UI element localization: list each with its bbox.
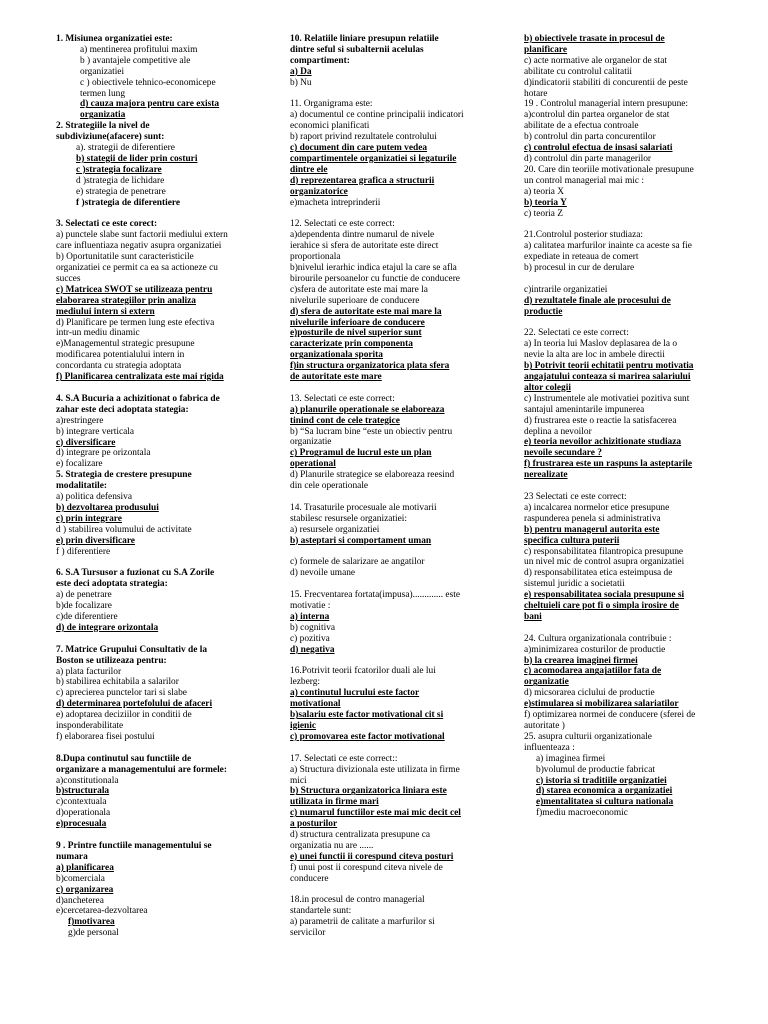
answer-line-correct: organizationala sporita [290, 350, 383, 361]
answer-line-correct: d) negativa [290, 644, 335, 655]
line-gap [56, 743, 268, 754]
text-line: insponderabilitate [56, 721, 124, 732]
text-line: 15. Frecventarea fortata(impusa)............. este [290, 590, 460, 601]
line-gap [290, 885, 502, 896]
answer-line-correct: e)mentalitatea si cultura nationala [536, 797, 674, 808]
text-line: c)de diferentiere [56, 611, 118, 622]
answer-line-correct: b) Potrivit teorii echitatii pentru motivatia [524, 361, 694, 372]
answer-line-correct: nivelurile inferioare de conducere [290, 317, 425, 328]
text-line: e) strategia de penetrare [76, 186, 166, 197]
answer-line-correct: igienic [290, 720, 317, 731]
text-line: 20. Care din teoriile motivationale presupune [524, 164, 694, 175]
answer-line-correct: e)posturile de nivel superior sunt [290, 328, 422, 339]
text-line: a) Structura divizionala este utilizata in firme [290, 764, 460, 775]
answer-line-correct: a) Da [290, 66, 312, 77]
text-line: 7. Matrice Grupului Consultativ de la [56, 644, 208, 655]
text-line: organizatia nu are ...... [290, 840, 374, 851]
answer-line-correct: b) pentru managerul autorita este [524, 524, 660, 535]
text-line: d) Planurile strategice se elaboreaza reesind [290, 470, 455, 481]
answer-line-correct: nerealizate [524, 470, 568, 481]
line-gap [290, 656, 502, 667]
text-line: succes [56, 273, 81, 284]
answer-line-correct: d) starea economica a organizatiei [536, 786, 673, 797]
answer-line-correct: c) prin integrare [56, 513, 122, 524]
line-gap [56, 557, 268, 568]
answer-line-correct: motivational [290, 699, 341, 710]
text-line: c)intrarile organizatiei [524, 284, 608, 295]
answer-line-correct: c )strategia focalizare [76, 164, 162, 175]
line-gap [56, 634, 268, 645]
text-line: b ) avantajele competitive ale [80, 55, 191, 66]
text-line: e)cercetarea-dezvoltarea [56, 906, 148, 917]
answer-line-correct: e) unei functii ii corespund citeva posturi [290, 851, 454, 862]
text-line: conducere [290, 873, 329, 884]
text-line: c) formele de salarizare ae angatilor [290, 557, 425, 568]
text-line: c) aprecierea punctelor tari si slabe [56, 688, 187, 699]
text-line: nivelurile superioare de conducere [290, 295, 420, 306]
text-line: d) structura centralizata presupune ca [290, 830, 431, 841]
answer-line-correct: caracterizate prin componenta [290, 339, 413, 350]
answer-line-correct: utilizata in firme mari [290, 797, 379, 808]
answer-line-correct: b) la crearea imaginei firmei [524, 655, 638, 666]
line-gap [524, 318, 724, 329]
text-line: mici [290, 775, 307, 786]
text-line: f) unui post ii corespund citeva nivele de [290, 862, 443, 873]
answer-line-correct: c) Matricea SWOT se utilizeaza pentru [56, 284, 213, 295]
text-line: d) integrare pe orizontala [56, 448, 151, 459]
line-gap [290, 579, 502, 590]
text-line: e) focalizare [56, 459, 103, 470]
text-line: autoritate ) [524, 721, 565, 732]
text-line: Boston se utilizeaza pentru: [56, 655, 167, 666]
text-line: d ) stabilirea volumului de activitate [56, 524, 192, 535]
text-column-right [524, 34, 724, 819]
text-line: b)nivelul ierarhic indica etajul la care se afla [290, 263, 457, 273]
text-line: 16.Potrivit teorii fcatorilor duali ale lui [290, 666, 436, 677]
text-line: 11. Organigrama este: [290, 99, 373, 110]
text-line: influenteaza : [524, 742, 575, 753]
answer-line-correct: dintre ele [290, 164, 328, 175]
text-line: b) controlul din parta concurentilor [524, 132, 656, 143]
text-line: ierahice si sfera de autoritate este direct [290, 241, 439, 252]
answer-line-correct: operational [290, 459, 336, 470]
text-line: lezberg: [290, 677, 321, 688]
text-line: d) Planificare pe termen lung este efectiva [56, 317, 215, 328]
answer-line-correct: b) dezvoltarea produsului [56, 502, 159, 513]
answer-line-correct: altor colegii [524, 382, 571, 393]
text-line: f) optimizarea normei de conducere (sferei de [524, 710, 696, 721]
text-line: 2. Strategiile la nivel de [56, 121, 150, 132]
text-line: abilitate de a efectua controale [524, 121, 639, 132]
answer-line-correct: mediului intern si extern [56, 306, 155, 317]
text-line: sistemul juridic a societatii [524, 579, 625, 590]
text-line: d) nevoile umane [290, 568, 356, 579]
text-line: din cele operationale [290, 481, 369, 492]
text-line: organizatiei [80, 66, 125, 77]
text-line: care influentiaza negativ asupra organizatiei [56, 241, 222, 252]
answer-line-correct: nevoile secundare ? [524, 448, 602, 459]
line-gap [290, 547, 502, 558]
answer-line-correct: c) diversificare [56, 437, 116, 448]
answer-line-correct: d) determinarea portefolului de afaceri [56, 699, 213, 710]
text-line: f)mediu macroeconomic [536, 808, 628, 819]
answer-line-correct: c) numarul functiilor este mai mic decit cel [290, 808, 461, 819]
text-column-left [56, 34, 268, 939]
text-line: c ) obiectivele tehnico-economicepe [80, 77, 216, 88]
answer-line-correct: f) frustrarea este un raspuns la asteptarile [524, 459, 693, 470]
text-line: a) imaginea firmei [536, 753, 606, 764]
line-gap [56, 209, 268, 220]
answer-line-correct: c) organizarea [56, 884, 114, 895]
text-line: b) cognitiva [290, 622, 336, 633]
text-line: compartiment: [290, 55, 350, 66]
text-line: c) responsabilitatea filantropica presupune [524, 546, 684, 557]
answer-line-correct: a posturilor [290, 819, 338, 830]
text-line: subdiviziune(afacere) sunt: [56, 132, 165, 143]
text-line: b)comerciala [56, 873, 105, 884]
text-line: 14. Trasaturile procesuale ale motivarii [290, 502, 437, 513]
text-line: deplina a nevoilor [524, 426, 592, 437]
answer-line-correct: a) interna [290, 611, 330, 622]
line-gap [524, 623, 724, 634]
answer-line-correct: planificare [524, 44, 568, 55]
answer-line-correct: d) de integrare orizontala [56, 622, 159, 633]
text-line: b) Oportunitatile sunt caracteristicile [56, 252, 194, 263]
answer-line-correct: e) teoria nevoilor achizitionate studiaza [524, 437, 682, 448]
text-line: f )strategia de diferentiere [76, 197, 181, 208]
answer-line-correct: de autoritate este mare [290, 372, 382, 383]
answer-line-correct: c) Programul de lucrul este un plan [290, 448, 432, 459]
answer-line-correct: organizatorice [290, 186, 348, 197]
text-line: c) Instrumentele ale motivatiei pozitiva sunt [524, 393, 690, 404]
text-line: a) mentinerea profitului maxim [80, 44, 198, 55]
text-line: b) integrare verticala [56, 426, 135, 437]
text-line: abilitate cu controlul calitatii [524, 66, 633, 77]
answer-line-correct: c) promovarea este factor motivational [290, 731, 445, 742]
text-line: 19 . Controlul managerial intern presupune: [524, 99, 689, 110]
text-line: a)dependenta dintre numarul de nivele [290, 230, 435, 241]
text-line: concordanta cu strategia adoptata [56, 361, 182, 372]
text-line: dintre seful si subalternii acelulas [290, 44, 424, 55]
text-line: un control managerial mai mic : [524, 175, 645, 186]
text-line: 1. Misiunea organizatiei este: [56, 34, 173, 44]
text-line: a) parametrii de calitate a marfurilor si [290, 917, 435, 928]
text-line: d) micsorarea ciclului de productie [524, 688, 655, 699]
line-gap [524, 219, 724, 230]
answer-line-correct: e) prin diversificare [56, 535, 135, 546]
text-line: a) de penetrare [56, 590, 112, 601]
text-line: motivatie : [290, 601, 331, 612]
line-gap [290, 383, 502, 394]
text-line: zahar este deci adoptata stategia: [56, 404, 189, 415]
text-line: b) procesul in cur de derulare [524, 263, 635, 274]
answer-line-correct: b) stategii de lider prin costuri [76, 153, 198, 164]
text-line: c)contextuala [56, 797, 107, 808]
answer-line-correct: productie [524, 306, 563, 317]
text-line: b) raport privind rezultatele controlului [290, 132, 437, 143]
text-line: a)restringere [56, 415, 104, 426]
line-gap [56, 830, 268, 841]
answer-line-correct: c) document din care putem vedea [290, 143, 428, 154]
answer-line-correct: b) Structura organizatorica liniara este [290, 786, 447, 797]
text-line: economici planificati [290, 121, 370, 132]
text-line: stabilesc resursele organizatiei: [290, 513, 407, 524]
answer-line-correct: compartimentele organizatiei si legaturile [290, 153, 457, 164]
answer-line-correct: elaborarea strategiilor prin analiza [56, 295, 196, 306]
answer-line-correct: f)in structura organizatorica plata sfera [290, 361, 450, 372]
text-column-middle [290, 34, 502, 939]
answer-line-correct: f) Planificarea centralizata este mai rigida [56, 372, 224, 383]
answer-line-correct: a) planificarea [56, 862, 114, 873]
text-line: santajul amenintarile impunerea [524, 404, 645, 415]
text-line: a)constitutionala [56, 775, 119, 786]
answer-line-correct: c) controlul efectua de insasi salariati [524, 143, 673, 154]
answer-line-correct: b) obiectivele trasate in procesul de [524, 34, 665, 44]
text-line: expediate in reteaua de comert [524, 252, 639, 263]
line-gap [524, 274, 724, 285]
text-line: g)de personal [68, 928, 119, 939]
text-line: b) stabilirea echitabila a salarilor [56, 677, 179, 688]
text-line: a). strategii de diferentiere [76, 143, 175, 154]
text-line: 8.Dupa continutul sau functiile de [56, 753, 192, 764]
text-line: 10. Relatiile liniare presupun relatiile [290, 34, 439, 44]
text-line: organizare a managementului are formele: [56, 764, 227, 775]
line-gap [290, 89, 502, 100]
text-line: b)volumul de productie fabricat [536, 764, 655, 775]
text-line: d) responsabilitatea etica esteimpusa de [524, 568, 673, 579]
text-line: a) In teoria lui Maslov deplasarea de la o [524, 339, 678, 350]
answer-line-correct: tinind cont de cele trategice [290, 415, 400, 426]
text-line: a) calitatea marfurilor inainte ca aceste sa fie [524, 241, 692, 252]
answer-line-correct: organizatia [80, 110, 126, 121]
answer-line-correct: b) asteptari si comportament uman [290, 535, 432, 546]
text-line: standartele sunt: [290, 906, 352, 917]
answer-line-correct: b)salariu este factor motivational cit si [290, 710, 444, 721]
answer-line-correct: d) sfera de autoritate este mai mare la [290, 306, 442, 317]
text-line: 17. Selectati ce este correct:: [290, 753, 398, 764]
text-line: 3. Selectati ce este corect: [56, 219, 158, 230]
text-line: intr-un mediu dinamic [56, 328, 140, 339]
text-line: e)macheta intreprinderii [290, 197, 381, 208]
text-line: 18.in procesul de contro managerial [290, 895, 425, 906]
answer-line-correct: f)motivarea [68, 917, 115, 928]
text-line: este deci adoptata strategia: [56, 579, 168, 590]
text-line: a) punctele slabe sunt factorii mediului extern [56, 230, 228, 241]
answer-line-correct: b)structurala [56, 786, 110, 797]
text-line: f ) diferentiere [56, 546, 111, 557]
text-line: 9 . Printre functiile managementului se [56, 840, 212, 851]
answer-line-correct: cheltuieli care pot fi o simpla irosire de [524, 601, 679, 612]
answer-line-correct: e)procesuala [56, 819, 107, 830]
answer-line-correct: d) cauza majora pentru care exista [80, 99, 220, 110]
text-line: numara [56, 851, 88, 862]
line-gap [56, 383, 268, 394]
text-line: d )strategia de lichidare [76, 175, 165, 186]
text-line: d)indicatorii stabiliti di concurentii de peste [524, 77, 688, 88]
text-line: d)ancheterea [56, 895, 104, 906]
answer-line-correct: angajatului conteaza si marirea salariului [524, 372, 691, 383]
line-gap [290, 492, 502, 503]
text-line: a) politica defensiva [56, 492, 133, 503]
text-line: un nivel mic de control asupra organizatiei [524, 557, 685, 568]
answer-line-correct: e) responsabilitatea sociala presupune si [524, 590, 685, 601]
answer-line-correct: organizatie [524, 677, 569, 688]
text-line: proportionala [290, 252, 341, 263]
answer-line-correct: a) planurile operationale se elaboreaza [290, 404, 445, 415]
text-line: f) elaborarea fisei postului [56, 731, 155, 742]
text-line: a) teoria X [524, 186, 565, 197]
text-line: a) resursele organizatiei [290, 524, 380, 535]
text-line: 13. Selectati ce este correct: [290, 393, 395, 404]
text-line: c) teoria Z [524, 208, 564, 219]
answer-line-correct: bani [524, 611, 542, 622]
text-line: birourile persoanelor cu functie de conducere [290, 273, 460, 284]
answer-line-correct: c) istoria si traditiile organizatiei [536, 775, 667, 786]
text-line: c)sfera de autoritate este mai mare la [290, 284, 428, 295]
text-line: a) incalcarea normelor etice presupune [524, 502, 670, 513]
answer-line-correct: specifica cultura puterii [524, 535, 620, 546]
text-line: 5. Strategia de crestere presupune [56, 470, 192, 481]
text-line: 6. S.A Tursusor a fuzionat cu S.A Zorile [56, 568, 215, 579]
text-line: 21.Controlul posterior studiaza: [524, 230, 643, 241]
answer-line-correct: b) teoria Y [524, 197, 567, 208]
answer-line-correct: d) reprezentarea grafica a structurii [290, 175, 435, 186]
line-gap [290, 208, 502, 219]
text-line: e) adoptarea deciziilor in conditii de [56, 710, 192, 721]
text-line: 23 Selectati ce este correct: [524, 492, 627, 502]
line-gap [290, 743, 502, 754]
text-line: 12. Selectati ce este correct: [290, 219, 395, 230]
text-line: 24. Cultura organizationala contribuie : [524, 633, 672, 644]
answer-line-correct: c) acomodarea angajatiilor fata de [524, 666, 662, 677]
text-line: organizatie [290, 437, 332, 448]
text-line: d) frustrarea este o reactie la satisfacerea [524, 415, 677, 426]
text-line: servicilor [290, 928, 326, 939]
text-line: a)minimizarea costurilor de productie [524, 644, 666, 655]
text-line: modificarea potentialului intern in [56, 350, 185, 361]
text-line: d)operationala [56, 808, 111, 819]
text-line: a) documentul ce contine principalii indicatori [290, 110, 464, 121]
text-line: organizatiei ce permit ca ea sa actioneze cu [56, 263, 218, 274]
text-line: c) pozitiva [290, 633, 330, 644]
text-line: e)Managementul strategic presupune [56, 339, 195, 350]
text-line: modalitatile: [56, 481, 108, 492]
text-line: c) acte normative ale organelor de stat [524, 55, 667, 66]
answer-line-correct: e)stimularea si mobilizarea salariatilor [524, 699, 679, 710]
text-line: a) plata facturilor [56, 666, 122, 677]
text-line: b) “Sa lucram bine “este un obiectiv pentru [290, 426, 453, 437]
text-line: raspunderea penela si administrativa [524, 513, 661, 524]
text-line: b) Nu [290, 77, 312, 88]
answer-line-correct: a) continutul lucrului este factor [290, 688, 420, 699]
text-line: 25. asupra culturii organizationale [524, 731, 652, 742]
text-line: b)de focalizare [56, 601, 112, 612]
text-line: 22. Selectati ce este correct: [524, 328, 629, 339]
line-gap [524, 481, 724, 492]
text-line: a)controlul din partea organelor de stat [524, 110, 670, 121]
text-line: nevie la alta are loc in ambele directii [524, 350, 665, 361]
text-line: termen lung [80, 88, 126, 99]
text-line: 4. S.A Bucuria a achizitionat o fabrica de [56, 393, 220, 404]
answer-line-correct: d) rezultatele finale ale procesului de [524, 295, 671, 306]
text-line: d) controlul din parte managerilor [524, 153, 652, 164]
text-line: hotare [524, 88, 548, 99]
